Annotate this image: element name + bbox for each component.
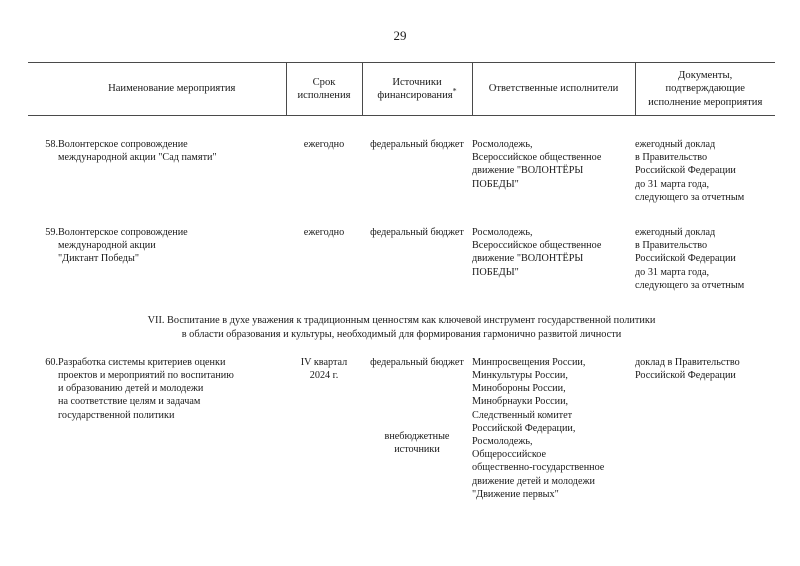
row-responsible-line: "Движение первых": [472, 488, 559, 500]
measures-table-container: [28, 62, 775, 501]
row-spacer: [28, 292, 775, 314]
row-responsible-line: движение детей и молодежи: [472, 475, 596, 487]
row-documents-line: ежегодный доклад: [635, 139, 716, 150]
row-responsible-line: движение "ВОЛОНТЁРЫ: [472, 165, 584, 177]
row-number: 58.: [45, 139, 58, 150]
row-name-line: проектов и мероприятий по воспитанию: [58, 370, 234, 382]
table-header: [28, 63, 775, 116]
column-header-financing: [362, 63, 472, 116]
row-documents-line: Российской Федерации: [635, 165, 736, 177]
row-financing-line: федеральный бюджет: [370, 227, 464, 239]
row-responsible-line: ПОБЕДЫ": [472, 178, 519, 190]
row-number: 60.: [45, 356, 58, 368]
row-responsible: [472, 356, 635, 501]
table-header-row: [28, 63, 775, 116]
column-header-financing-line-2: [367, 86, 468, 102]
column-header-financing-line-1: Источники: [392, 76, 442, 88]
row-term-line: 2024 г.: [309, 370, 339, 382]
row-financing: [362, 356, 472, 501]
row-number: 59.: [45, 227, 58, 239]
spacer-cell: [28, 116, 775, 139]
row-name: [58, 356, 286, 501]
row-documents-line: до 31 марта года,: [635, 178, 710, 190]
table-body: [28, 116, 775, 502]
row-responsible-line: движение "ВОЛОНТЁРЫ: [472, 253, 584, 265]
column-header-financing-text: финансирования: [377, 90, 453, 101]
row-documents: [635, 138, 775, 204]
row-name-line: Волонтерское сопровождение: [58, 139, 188, 150]
row-documents-line: следующего за отчетным: [635, 191, 745, 203]
row-documents-line: до 31 марта года,: [635, 266, 710, 278]
column-header-name: [58, 63, 286, 116]
row-term: [286, 138, 362, 204]
column-header-responsible-line-1: Ответственные исполнители: [488, 83, 619, 95]
row-documents-line: Российской Федерации: [635, 370, 736, 382]
row-name: [58, 138, 286, 204]
column-header-term-line-2: исполнения: [297, 90, 351, 101]
row-name-line: государственной политики: [58, 409, 175, 421]
section-heading: [28, 314, 775, 343]
row-responsible-line: Росмолодежь,: [472, 436, 533, 448]
row-responsible-line: Общероссийское: [472, 449, 546, 461]
row-name-line: "Диктант Победы": [58, 253, 139, 265]
row-financing-line: федеральный бюджет: [370, 356, 464, 368]
table-row: [28, 356, 775, 501]
row-documents: [635, 226, 775, 292]
row-documents-line: ежегодный доклад: [635, 227, 716, 239]
row-spacer: [28, 343, 775, 356]
row-responsible-line: Всероссийское общественное: [472, 240, 602, 252]
row-responsible-line: Следственный комитет: [472, 409, 573, 421]
row-responsible: [472, 226, 635, 292]
row-financing-secondary-line: внебюджетные: [384, 431, 450, 443]
table-row: [28, 138, 775, 204]
measures-table: [28, 62, 775, 501]
row-name-line: международной акции: [58, 240, 156, 252]
row-responsible: [472, 138, 635, 204]
column-header-term-line-1: Срок: [312, 76, 336, 88]
spacer-cell: [28, 204, 775, 226]
row-responsible-line: Российской Федерации,: [472, 422, 576, 434]
column-header-number: [28, 63, 58, 116]
section-heading-line: в области образования и культуры, необходимый для формирования гармонично развитой личности: [181, 329, 622, 341]
row-documents-line: доклад в Правительство: [635, 356, 740, 368]
row-documents: [635, 356, 775, 501]
row-term-line: ежегодно: [303, 227, 345, 239]
row-responsible-line: Росмолодежь,: [472, 227, 533, 239]
row-financing-secondary-line: источники: [394, 444, 440, 456]
row-responsible-line: Всероссийское общественное: [472, 152, 602, 164]
section-heading-line: VII. Воспитание в духе уважения к традиционным ценностям как ключевой инструмент государственной политики: [147, 315, 656, 327]
page-number: 29: [393, 28, 407, 43]
row-documents-line: в Правительство: [635, 152, 708, 164]
row-name: [58, 226, 286, 292]
row-term-line: ежегодно: [303, 139, 345, 150]
row-term-line: IV квартал: [300, 356, 348, 368]
row-responsible-line: Минобороны России,: [472, 383, 566, 395]
column-header-name-line-1: Наименование мероприятия: [108, 83, 236, 95]
column-header-documents-line-3: исполнение мероприятия: [648, 96, 763, 108]
row-responsible-line: Минпросвещения России,: [472, 356, 586, 368]
footnote-asterisk: *: [452, 86, 457, 96]
spacer-cell: [28, 343, 775, 356]
section-heading-row: [28, 314, 775, 343]
spacer-cell: [28, 292, 775, 314]
row-responsible-line: общественно-государственное: [472, 462, 605, 474]
column-header-term: [286, 63, 362, 116]
column-header-documents: [635, 63, 775, 116]
column-header-documents-line-1: Документы,: [678, 69, 733, 81]
row-documents-line: следующего за отчетным: [635, 279, 745, 291]
row-name-line: Волонтерское сопровождение: [58, 227, 188, 239]
row-documents-line: Российской Федерации: [635, 253, 736, 265]
row-responsible-line: Росмолодежь,: [472, 139, 533, 150]
row-name-line: на соответствие целям и задачам: [58, 396, 201, 408]
row-documents-line: в Правительство: [635, 240, 708, 252]
row-responsible-line: ПОБЕДЫ": [472, 266, 519, 278]
row-name-line: международной акции "Сад памяти": [58, 152, 217, 164]
row-spacer-top: [28, 116, 775, 139]
row-responsible-line: Минобрнауки России,: [472, 396, 569, 408]
row-financing-line: федеральный бюджет: [370, 139, 464, 150]
column-header-responsible: [472, 63, 635, 116]
row-term: [286, 356, 362, 501]
table-row: [28, 226, 775, 292]
row-financing: [362, 138, 472, 204]
row-term: [286, 226, 362, 292]
column-header-documents-line-2: подтверждающие: [665, 83, 745, 95]
row-name-line: Разработка системы критериев оценки: [58, 356, 226, 368]
row-name-line: и образованию детей и молодежи: [58, 383, 204, 395]
row-responsible-line: Минкультуры России,: [472, 370, 568, 382]
row-financing: [362, 226, 472, 292]
row-spacer: [28, 204, 775, 226]
